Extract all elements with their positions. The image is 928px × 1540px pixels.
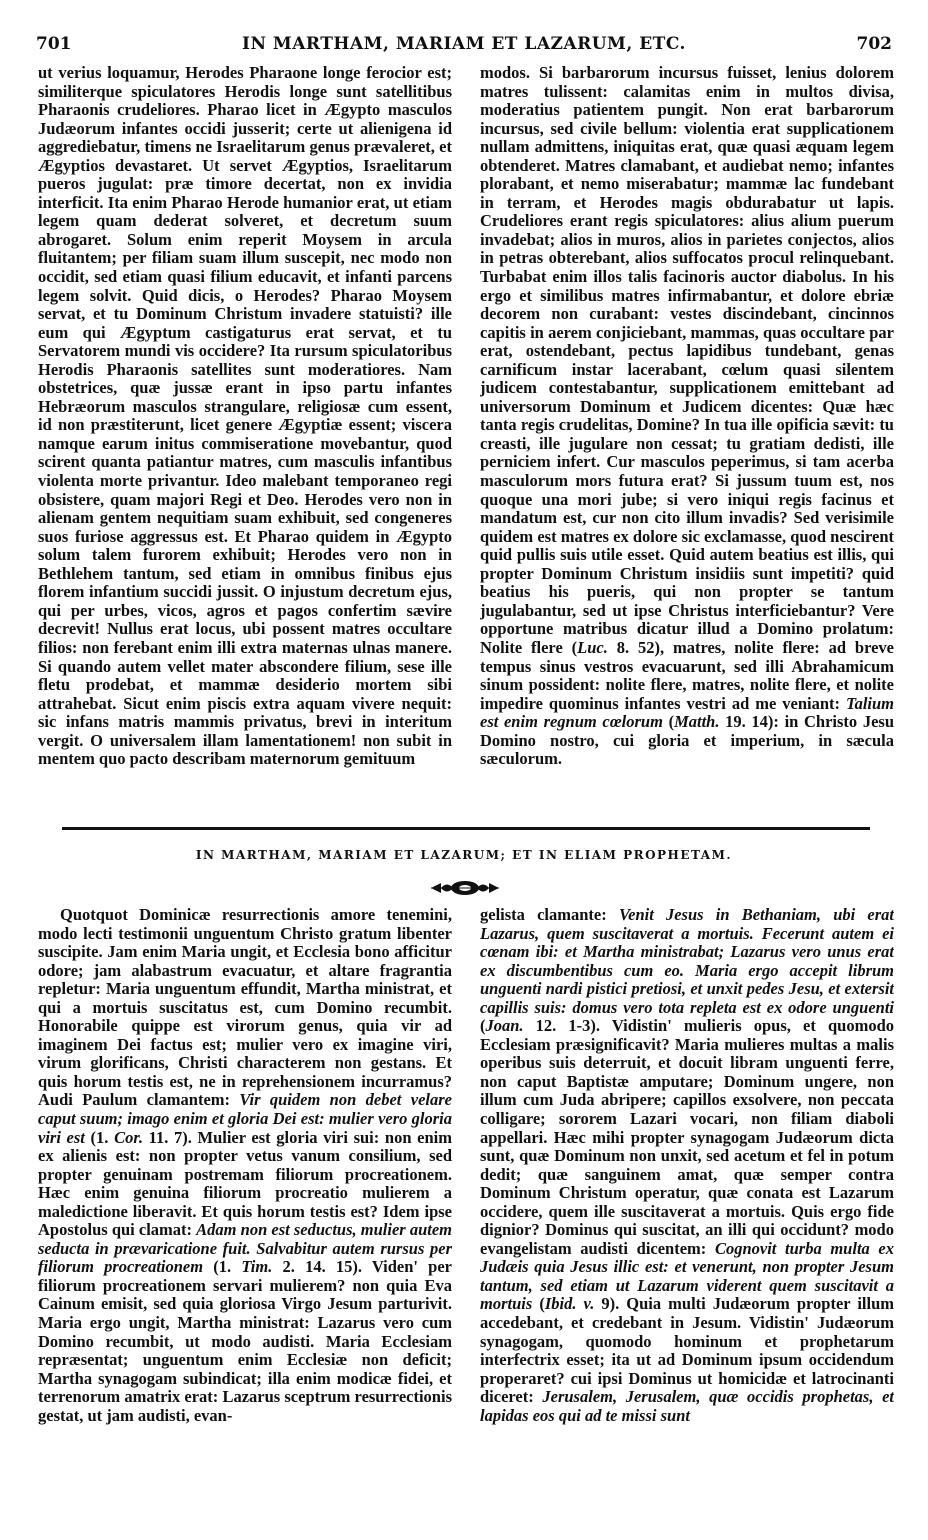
italic-text-run: Ibid. v. — [544, 1294, 595, 1314]
text-run: ut verius loquamur, Herodes Pharaone longe ferocior est; similiterque spiculatores Herodis longe sunt satellitibus Pharaonis crudeliores. Pharao licet in Ægypto masculos Judæorum infantes occidi jusserit; certe ut alienigena id aggrediebatur, timens ne Israelitarum genus prævaleret, et Ægyptios devastaret. Ut servet Ægyptios, Israelitarum pueros jugulat: præ timore decertat, non ex invidia interficit. Ita enim Pharao Herode humanior erat, ut etiam legem quam dederat solveret, et decretum suum abrogaret. Solum enim reperit Moysem in arcula fluitantem; per filiam suam illum suscepit, nec modo non occidit, sed etiam quasi filium educavit, et infanti parcens legem solvit. Quid dicis, o Herodes? Pharao Moysem servat, et tu Dominum Christum invadere statuisti? ille eum qui Ægyptum castigaturus erat servat, et tu Servatorem mundi vis occidere? Ita rursum spiculatoribus Herodis Pharaonis satellites sunt moderatiores. Nam obstetrices, quæ jussæ erant in ipso partu infantes Hebræorum masculos strangulare, religiosæ cum essent, id non præstiterunt, licet genere Ægyptiæ essent; viscera namque earum initus commiseratione movebantur, quod scirent quanta patiantur matres, cum masculis infantibus violenta morte privantur. Ideo malebant temporaneo regi obsistere, quam majori Regi et Deo. Herodes vero non in alienam gentem nequitiam suam exhibuit, sed congeneres suos furiose aggressus est. Et Pharao quidem in Ægypto solum talem furorem exhibuit; Herodes vero non in Bethlehem tantum, sed etiam in omnibus finibus ejus florem infantium succidi jussit. O injustum decretum ejus, qui per urbes, vicos, agros et pagos confertim sævire decrevit! Nullus erat locus, ubi possent matres occultare filios: non ferebant enim illi extra maternas ulnas manere. Si quando autem vellet mater abscondere filium, sese ille fletu prodebat, et mammæ desiderio mortem sibi attrahebat. Sicut enim piscis extra aquam vivere nequit: sic infans matris mammis privatus, brevi in interitum vergit. O universalem illam lamentationem! non subit in mentem quo pacto describam maternorum gemituum — [38, 64, 452, 769]
text-run: modos. Si barbarorum incursus fuisset, lenius dolorem matres tulissent: calamitas enim in multos divisa, moderatius patientem pungit. Non erat barbarorum incursus, sed civile bellum: violentia erat supplicationem nullam admittens, iniquitas erat, quæ quasi æquam legem obtenderet. Matres clamabant, et audiebat nemo; infantes plorabant, et nemo miserabatur; mammæ lac fundebant in terram, et Herodes magis obdurabatur ut lapis. Crudeliores erant regis spiculatores: alius alium puerum invadebat; alios in muros, alios in parietes conjectos, alios in petras obterebant, alios suffocatos procul relinquebant. Turbabat enim illos talis facinoris auctor diabolus. In his ergo et similibus matres infirmabantur, et dolore ebriæ decorem non curabant: vestes discindebant, cincinnos capitis in aerem conjiciebant, mammas, quas occultare par erat, ostendebant, pectus lapidibus tundebant, genas carnificum instar lacerabant, cœlum quasi silentem judicem contestabantur, supplicationem emittebant ad universorum Dominum et Judicem dicentes: Quæ hæc tanta regis crudelitas, Domine? In tua ille opificia sævit: tu creasti, ille jugulare non cessat; tu gratiam dedisti, ille perniciem infert. Cur masculos peperimus, si tam acerba masculorum mors futura erat? Si jussum tuum est, nos quoque una mori jube; si vero iniqui regis facinus et mandatum est, cur non cito illum invadis? Sed verisimile quidem est matres ex dolore sic exclamasse, quod nescirent quid pullis suis utile esset. Quid autem beatius est illis, qui propter Dominum Christum insidiis sunt impetiti? quid beatius his pueris, qui non propter se tantum jugulabantur, sed ut ipse Christus interficiebantur? Vere opportune matribus dicatur illud a Domino prolatum: Nolite flere ( — [480, 64, 894, 657]
top-left-column — [38, 64, 452, 810]
text-run: (1. — [84, 1127, 115, 1147]
page-header — [30, 34, 898, 60]
page-number-right: 702 — [856, 34, 892, 54]
text-run: 2. 14. 15). Viden' per filiorum procreationem servari mulierem? non quia Eva Cainum emisit, sed quia gloriosa Virgo Jesum parturivit. Maria ergo ungit, Martha ministrat: Lazarus vero cum Domino recumbit, ut modo audisti. Maria Ecclesiam repræsentat; unguentum enim Ecclesiæ non deficit; Martha synagogam subindicat; illa enim modicæ fidei, et terrenorum amatrix erat: Lazarus sceptrum resurrectionis gestat, ut jam audisti, evan- — [38, 1257, 452, 1425]
text-run: 8. 52), matres, nolite flere: ad breve tempus sinus vestros evacuarunt, sed illi Abrahamicum sinum possident: nolite flere, matres, nolite flere, et nolite impedire quominus infantes vestri ad me veniant: — [480, 637, 894, 713]
top-right-column — [480, 64, 894, 810]
italic-text-run: Luc. — [577, 637, 608, 657]
text-run: 11. 7). Mulier est gloria viri sui: non enim ex alienis est: non propter vetus vanum consilium, sed propter genuinam postremam filiorum procreationem. Hæc enim genuina filiorum procreatio mulierem a maledictione liberavit. Et quis horum testis est? Idem ipse Apostolus qui clamat: — [38, 1127, 452, 1240]
text-run: 9). Quia multi Judæorum propter illum accedebant, et credebant in Jesum. Vidistin' Judæorum synagogam, quomodo hominum et prophetarum interfectrix esset; ita ut ad Dominum ipsum occidendum properaret? cui ipsi Dominus ut homicidæ et latrocinanti diceret: — [480, 1294, 894, 1407]
italic-text-run: Vir quidem non debet velare caput suum; imago enim et gloria Dei est: mulier vero gloria viri est — [38, 1090, 452, 1147]
ornament-icon — [429, 879, 501, 897]
bottom-text-section — [38, 906, 894, 1498]
text-run: gelista clamante: — [480, 906, 619, 924]
top-text-section — [38, 64, 894, 810]
section-divider-rule — [62, 827, 870, 830]
italic-text-run: Joan. — [485, 1016, 524, 1036]
text-run: 19. 14): in Christo Jesu Domino nostro, cui gloria et imperium, in sæcula sæculorum. — [480, 712, 894, 769]
italic-text-run: Talium est enim regnum cœlorum — [480, 693, 894, 732]
italic-text-run: Cognovit turba multa ex Judæis quia Jesus illic est: et venerunt, non propter Jesum tantum, sed etiam ut Lazarum viderent quem suscitavit a mortuis — [480, 1238, 894, 1314]
italic-text-run: Adam non est seductus, mulier autem seducta in prævaricatione fuit. Salvabitur autem rursus per filiorum procreationem — [38, 1220, 452, 1277]
bottom-left-column — [38, 906, 452, 1498]
text-run: ( — [662, 712, 675, 732]
text-run: ( — [480, 1016, 486, 1036]
section-title: IN MARTHAM, MARIAM ET LAZARUM; ET IN ELIAM PROPHETAM. — [195, 848, 733, 862]
page-number-left: 701 — [36, 34, 72, 54]
italic-text-run: Venit Jesus in Bethaniam, ubi erat Lazarus, quem suscitaverat a mortuis. Fecerunt autem ei cœnam ibi: et Martha ministrabat; Lazarus vero unus erat ex discumbentibus cum eo. Maria ergo accepit librum unguenti nardi pistici pretiosi, et unxit pedes Jesu, et extersit capillis suis: domus vero tota repleta est ex odore unguenti — [480, 906, 894, 1017]
text-run: Quotquot Dominicæ resurrectionis amore tenemini, modo lecti testimonii unguentum Christo gratum libenter suscipite. Jam enim Maria ungit, et Ecclesia bono afficitur odore; jam alabastrum evacuatur, et altare fragrantia repletur: Maria unguentum effundit, Martha ministrat, et qui a mortuis suscitatus est, cum Domino recumbit. Honorabile quippe est virorum genus, quia vir ad imaginem Dei factus est; mulier vero ex imagine viri, virum glorificans, Christi characterem non gestans. Et quis horum testis est, ne in reprehensionem incurramus? Audi Paulum clamantem: — [38, 906, 452, 1110]
italic-text-run: Tim. — [241, 1257, 273, 1277]
text-run: (1. — [203, 1257, 242, 1277]
text-run: ( — [532, 1294, 545, 1314]
italic-text-run: Matth. — [674, 712, 720, 732]
italic-text-run: Jerusalem, Jerusalem, quæ occidis prophetas, et lapidas eos qui ad te missi sunt — [480, 1387, 894, 1425]
text-run: 12. 1-3). Vidistin' mulieris opus, et quomodo Ecclesiam præsignificavit? Maria mulieres multas a malis operibus suis deterruit, et docuit libram unguenti ferre, non caput Baptistæ amputare; Dominum ungere, non illum cum Juda abripere; capillos exsolvere, non peccata colligare; sororem Lazari vocari, non filiam diaboli appellari. Hæc mihi propter synagogam Judæorum dicta sunt, quæ Dominum non unxit, sed acetum et fel in potum dedit; quæ sanguinem amat, quæ semper contra Dominum Christum operatur, quæ conata est Lazarum occidere, quem ille suscitaverat a mortuis. Quis ergo fide dignior? Dominus qui suscitat, an illi qui occidunt? modo evangelistam audisti dicentem: — [480, 1016, 894, 1258]
bottom-right-column — [480, 906, 894, 1498]
running-title: IN MARTHAM, MARIAM ET LAZARUM, ETC. — [242, 34, 686, 54]
italic-text-run: Cor. — [114, 1127, 143, 1147]
